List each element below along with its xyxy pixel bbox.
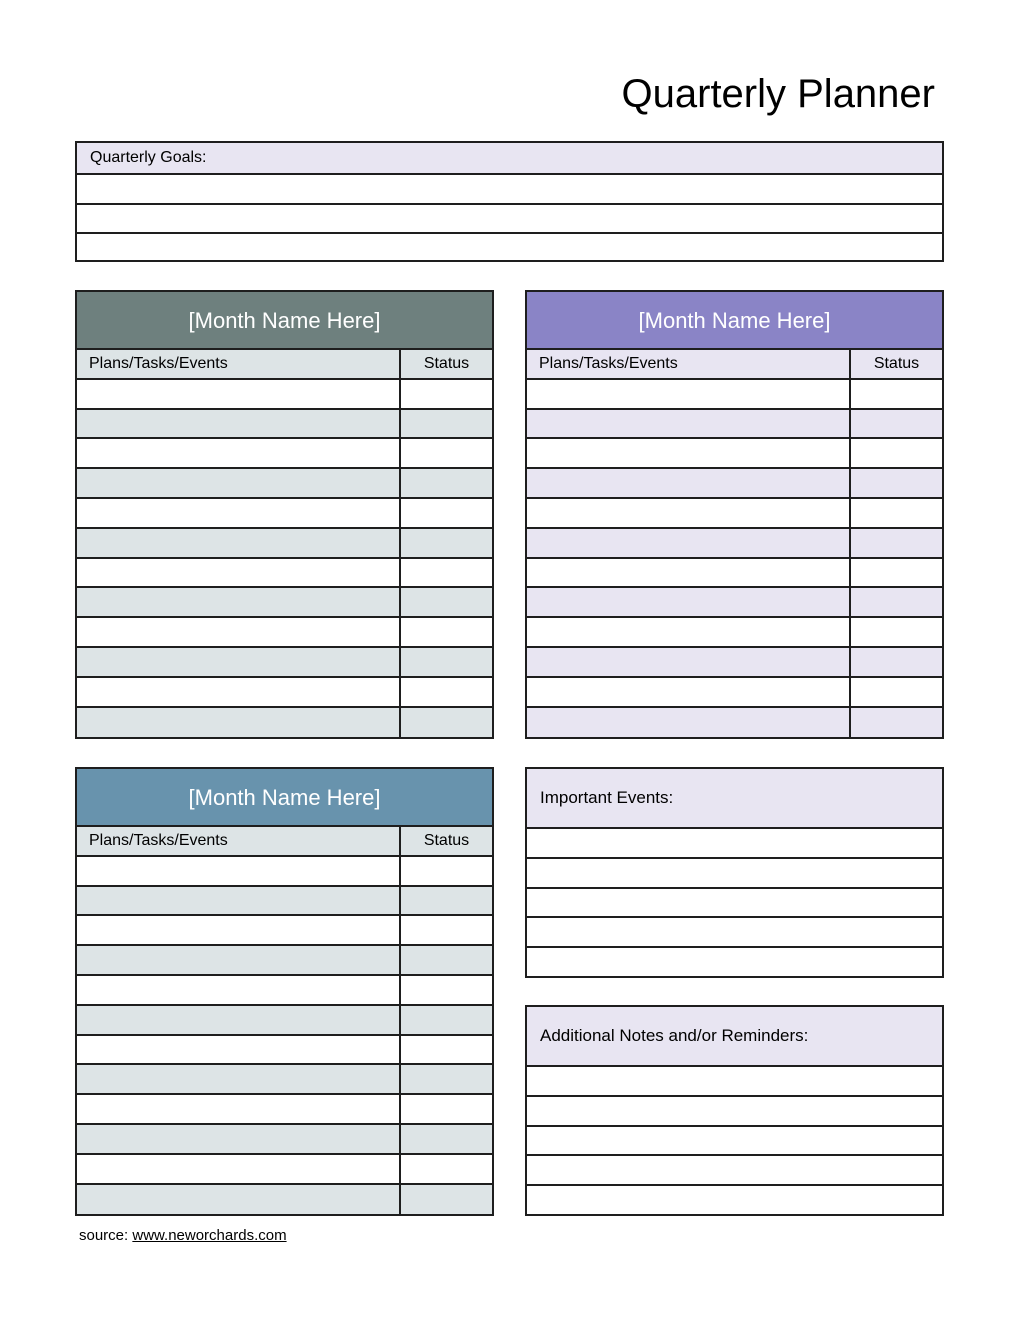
task-cell[interactable] (77, 588, 401, 616)
status-cell[interactable] (851, 559, 942, 587)
task-row (77, 529, 492, 559)
task-cell[interactable] (77, 648, 401, 676)
task-row (77, 976, 492, 1006)
goal-line[interactable] (77, 232, 942, 262)
task-cell[interactable] (527, 559, 851, 587)
task-row (77, 618, 492, 648)
event-line[interactable] (527, 829, 942, 859)
task-row (527, 618, 942, 648)
page-title: Quarterly Planner (621, 72, 935, 116)
task-row (77, 887, 492, 917)
status-cell[interactable] (401, 588, 492, 616)
task-cell[interactable] (77, 708, 401, 738)
task-cell[interactable] (77, 380, 401, 408)
status-cell[interactable] (851, 588, 942, 616)
task-cell[interactable] (77, 529, 401, 557)
status-cell[interactable] (401, 1036, 492, 1064)
month-title[interactable]: [Month Name Here] (77, 769, 492, 827)
task-cell[interactable] (77, 1095, 401, 1123)
status-cell[interactable] (401, 976, 492, 1004)
note-line[interactable] (527, 1127, 942, 1157)
task-cell[interactable] (77, 1065, 401, 1093)
task-row (77, 588, 492, 618)
important-events-box (525, 767, 944, 978)
source-prefix: source: (79, 1227, 133, 1244)
column-header-row (527, 350, 942, 380)
task-cell[interactable] (77, 857, 401, 885)
task-row (77, 1065, 492, 1095)
month-table-2 (525, 290, 944, 739)
status-cell[interactable] (401, 1155, 492, 1183)
task-row (77, 1006, 492, 1036)
status-cell[interactable] (401, 916, 492, 944)
task-cell[interactable] (527, 439, 851, 467)
note-line[interactable] (527, 1097, 942, 1127)
status-cell[interactable] (401, 618, 492, 646)
status-cell[interactable] (401, 410, 492, 438)
status-cell[interactable] (401, 678, 492, 706)
task-cell[interactable] (77, 1125, 401, 1153)
task-cell[interactable] (77, 678, 401, 706)
status-cell[interactable] (401, 946, 492, 974)
event-line[interactable] (527, 889, 942, 919)
month-title[interactable]: [Month Name Here] (77, 292, 492, 350)
task-cell[interactable] (527, 380, 851, 408)
tasks-column-header: Plans/Tasks/Events (77, 350, 401, 378)
task-row (77, 1095, 492, 1125)
task-cell[interactable] (527, 499, 851, 527)
goal-line[interactable] (77, 203, 942, 233)
task-row (527, 469, 942, 499)
status-cell[interactable] (851, 410, 942, 438)
task-cell[interactable] (77, 559, 401, 587)
task-cell[interactable] (527, 708, 851, 738)
task-row (527, 439, 942, 469)
note-line[interactable] (527, 1067, 942, 1097)
status-cell[interactable] (401, 1095, 492, 1123)
status-cell[interactable] (401, 380, 492, 408)
task-cell[interactable] (77, 469, 401, 497)
status-cell[interactable] (851, 469, 942, 497)
task-row (527, 410, 942, 440)
status-cell[interactable] (401, 708, 492, 738)
task-row (77, 499, 492, 529)
task-row (77, 410, 492, 440)
status-cell[interactable] (851, 678, 942, 706)
task-cell[interactable] (77, 499, 401, 527)
note-line[interactable] (527, 1156, 942, 1186)
task-row (527, 708, 942, 738)
event-line[interactable] (527, 948, 942, 978)
task-cell[interactable] (527, 410, 851, 438)
status-cell[interactable] (851, 618, 942, 646)
status-cell[interactable] (851, 648, 942, 676)
task-cell[interactable] (527, 678, 851, 706)
status-cell[interactable] (401, 887, 492, 915)
task-row (77, 1125, 492, 1155)
task-cell[interactable] (527, 618, 851, 646)
task-cell[interactable] (77, 1036, 401, 1064)
task-row (527, 648, 942, 678)
status-cell[interactable] (401, 857, 492, 885)
task-row (77, 857, 492, 887)
task-row (527, 499, 942, 529)
task-cell[interactable] (527, 529, 851, 557)
quarterly-goals-table (75, 141, 944, 262)
status-column-header: Status (423, 832, 470, 849)
task-row (77, 380, 492, 410)
task-cell[interactable] (527, 588, 851, 616)
task-cell[interactable] (77, 1155, 401, 1183)
event-line[interactable] (527, 918, 942, 948)
month-table-3 (75, 767, 494, 1216)
task-row (77, 469, 492, 499)
status-cell[interactable] (401, 469, 492, 497)
task-row (77, 916, 492, 946)
status-cell[interactable] (401, 499, 492, 527)
status-cell[interactable] (401, 1006, 492, 1034)
status-cell[interactable] (851, 499, 942, 527)
task-row (77, 559, 492, 589)
source-link[interactable]: www.neworchards.com (132, 1227, 287, 1244)
goal-line[interactable] (77, 173, 942, 203)
status-cell[interactable] (401, 1065, 492, 1093)
task-cell[interactable] (527, 648, 851, 676)
task-row (527, 559, 942, 589)
task-cell[interactable] (77, 887, 401, 915)
task-cell[interactable] (77, 946, 401, 974)
task-row (527, 588, 942, 618)
task-row (77, 678, 492, 708)
status-cell[interactable] (401, 529, 492, 557)
status-cell[interactable] (851, 380, 942, 408)
tasks-column-header: Plans/Tasks/Events (527, 350, 851, 378)
status-cell[interactable] (851, 708, 942, 738)
task-cell[interactable] (77, 439, 401, 467)
task-row (527, 678, 942, 708)
status-cell[interactable] (851, 439, 942, 467)
source-credit (79, 1226, 287, 1246)
task-cell[interactable] (77, 410, 401, 438)
task-cell[interactable] (77, 976, 401, 1004)
tasks-column-header: Plans/Tasks/Events (77, 827, 401, 855)
status-cell[interactable] (401, 439, 492, 467)
task-cell[interactable] (527, 469, 851, 497)
quarterly-goals-label: Quarterly Goals: (77, 143, 942, 173)
month-table-1 (75, 290, 494, 739)
important-events-label: Important Events: (527, 769, 942, 829)
task-cell[interactable] (77, 1185, 401, 1215)
column-header-row (77, 350, 492, 380)
status-cell[interactable] (401, 1125, 492, 1153)
task-row (77, 946, 492, 976)
task-row (527, 529, 942, 559)
task-row (77, 1185, 492, 1215)
task-row (77, 1036, 492, 1066)
status-cell[interactable] (401, 1185, 492, 1215)
task-row (77, 708, 492, 738)
task-row (77, 648, 492, 678)
status-column-header: Status (873, 355, 920, 372)
task-row (77, 1155, 492, 1185)
event-line[interactable] (527, 859, 942, 889)
notes-box (525, 1005, 944, 1216)
status-cell[interactable] (851, 529, 942, 557)
status-column-header: Status (423, 355, 470, 372)
month-title[interactable]: [Month Name Here] (527, 292, 942, 350)
task-row (77, 439, 492, 469)
column-header-row (77, 827, 492, 857)
task-row (527, 380, 942, 410)
task-cell[interactable] (77, 916, 401, 944)
note-line[interactable] (527, 1186, 942, 1216)
status-cell[interactable] (401, 559, 492, 587)
status-cell[interactable] (401, 648, 492, 676)
task-cell[interactable] (77, 1006, 401, 1034)
notes-label: Additional Notes and/or Reminders: (527, 1007, 942, 1067)
task-cell[interactable] (77, 618, 401, 646)
